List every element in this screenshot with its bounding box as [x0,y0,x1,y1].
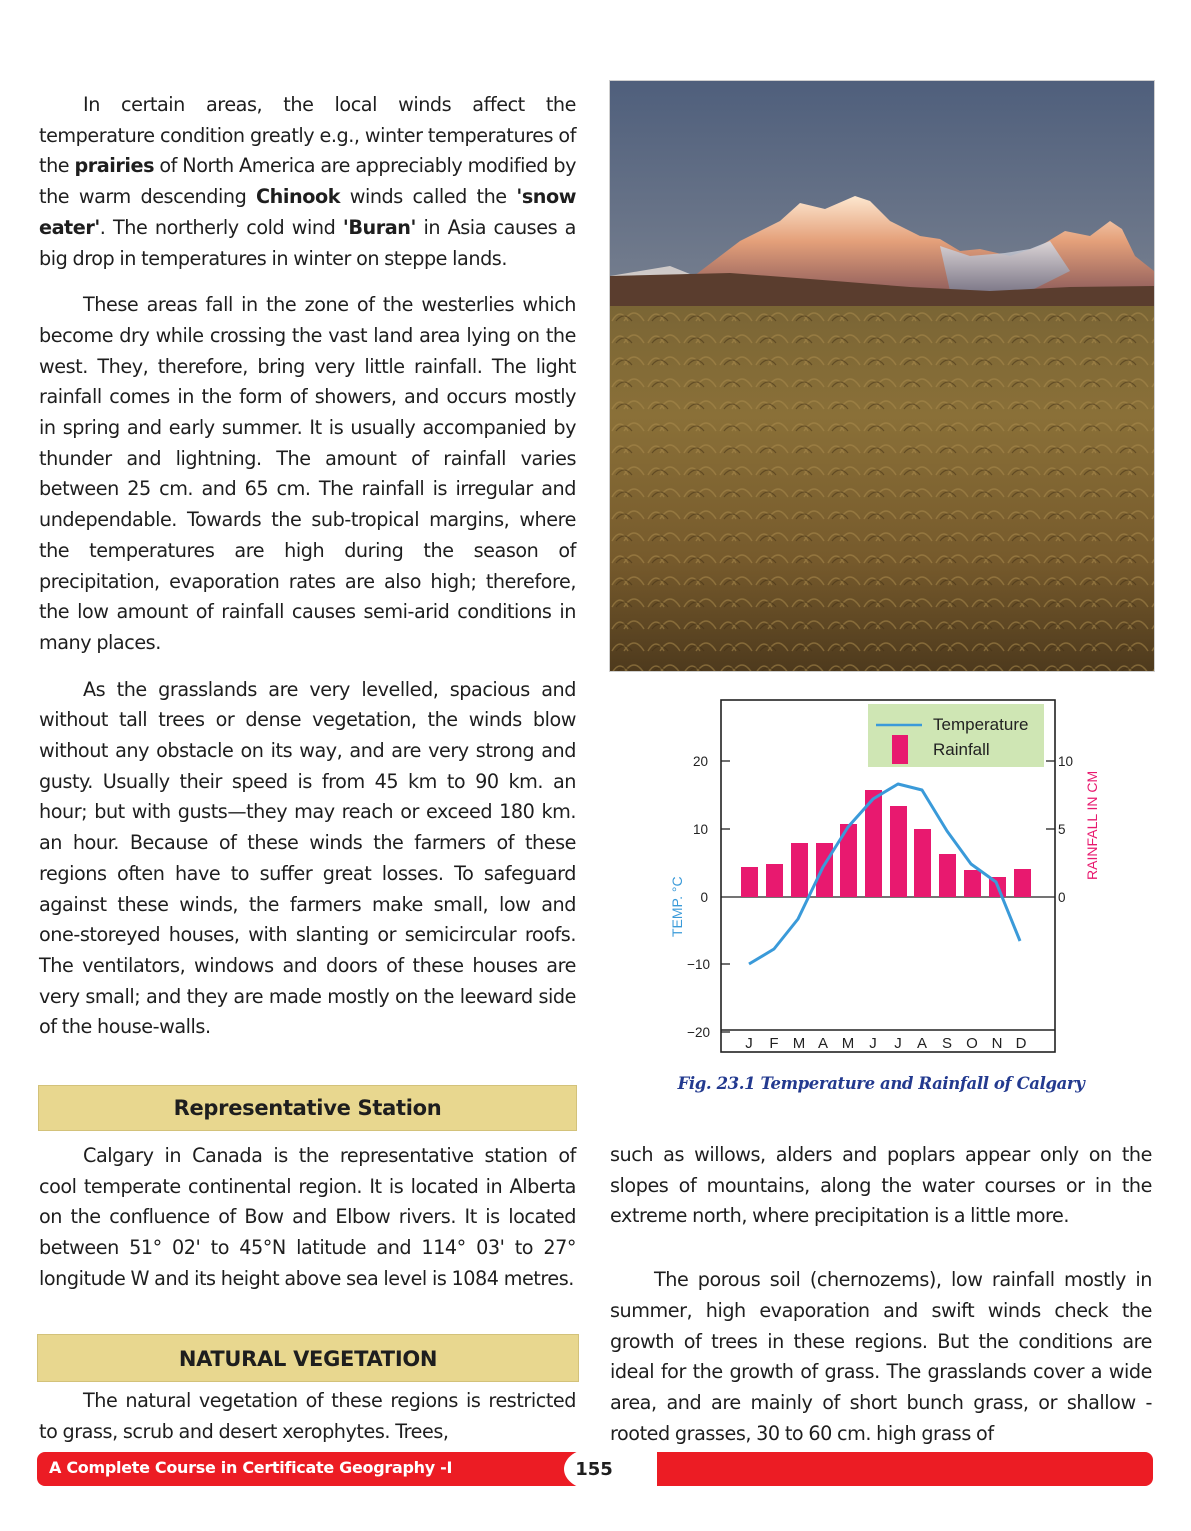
figure-caption: Fig. 23.1 Temperature and Rainfall of Calgary [677,1074,1085,1093]
month-labels [745,1035,1026,1052]
left-column [39,90,576,1043]
station-block [39,1141,576,1295]
vegetation-block [39,1386,576,1447]
svg-text:O: O [966,1035,978,1052]
paragraph-porous-soil: The porous soil (chernozems), low rainfall mostly in summer, high evaporation and swift winds check the growth of trees in these regions. But the conditions are ideal for the growth of grass. The grasslands cover a wide area, and are mainly of short bunch grass, or shallow - rooted grasses, 30 to 60 cm. high grass of [610,1268,1152,1445]
svg-text:F: F [769,1035,779,1052]
left-axis-ticks [687,754,710,1040]
section-heading-representative-station: Representative Station [38,1085,577,1131]
svg-text:S: S [941,1035,953,1052]
climate-chart [660,692,1120,1067]
left-axis-title: TEMP. °C [669,876,685,937]
right-axis-ticks [1058,754,1073,905]
svg-text:0: 0 [1058,890,1066,905]
svg-text:−20: −20 [687,1025,710,1040]
grassland-photo [609,80,1155,672]
svg-text:10: 10 [1058,754,1074,769]
paragraph-local-winds: In certain areas, the local winds affect the temperature condition greatly e.g., winter temperatures of the prairies of North America are appreciably modified by the warm descending Chinook winds called the 'snow eater'. The northerly cold wind 'Buran' in Asia causes a big drop in temperatures in winter on steppe lands. [39,93,577,270]
rainfall-bars [741,790,1031,897]
footer-bar-right [657,1452,1153,1486]
page-number: 155 [564,1448,624,1490]
temperature-rainfall-chart [660,692,1120,1067]
paragraph-westerlies: These areas fall in the zone of the westerlies which become dry while crossing the vast land area lying on the west. They, therefore, bring very little rainfall. The light rainfall comes in the form of showers, and occurs mostly in spring and early summer. It is usually accompanied by thunder and lightning. The amount of rainfall varies between 25 cm. and 65 cm. The rainfall is irregular and undependable. Towards the sub-tropical margins, where the temperatures are high during the season of precipitation, evaporation rates are also high; therefore, the low amount of rainfall causes semi-arid conditions in many places. [39,293,576,654]
paragraph-trees: such as willows, alders and poplars appear only on the slopes of mountains, along the water courses or in the extreme north, where precipitation is a little more. [610,1143,1152,1228]
svg-text:M: M [792,1035,806,1052]
grassland-landscape-image [610,81,1154,671]
book-title: A Complete Course in Certificate Geography -I [49,1458,453,1477]
svg-text:J: J [745,1035,753,1052]
section-heading-natural-vegetation: NATURAL VEGETATION [37,1334,579,1382]
svg-text:J: J [894,1035,902,1052]
svg-text:J: J [869,1035,877,1052]
svg-text:D: D [1015,1035,1027,1052]
svg-text:−10: −10 [687,957,710,972]
svg-text:M: M [841,1035,855,1052]
right-column-text [610,1140,1152,1449]
svg-text:A: A [916,1035,928,1052]
legend-rainfall-swatch [892,735,908,764]
footer-bar-left [37,1452,577,1486]
svg-text:0: 0 [700,890,708,905]
page-footer [37,1452,1153,1486]
legend-temperature-label: Temperature [933,715,1029,734]
svg-text:20: 20 [692,754,708,769]
paragraph-winds: As the grasslands are very levelled, spacious and without tall trees or dense vegetation, the winds blow without any obstacle on its way, and are very strong and gusty. Usually their speed is from 45 km to 90 km. an hour; but with gusts—they may reach or exceed 180 km. an hour. Because of these winds the farmers of these regions often have to suffer great losses. To safeguard against these winds, the farmers make small, low and one-storeyed houses, with slanting or semicircular roofs. The ventilators, windows and doors of these houses are very small; and they are made mostly on the leeward side of the house-walls. [39,677,576,1039]
svg-text:10: 10 [692,822,708,837]
paragraph-natural-vegetation: The natural vegetation of these regions is restricted to grass, scrub and desert xerophytes. Trees, [39,1389,576,1443]
legend-rainfall-label: Rainfall [933,740,990,759]
svg-text:5: 5 [1058,822,1066,837]
svg-text:N: N [991,1035,1003,1052]
right-axis-title: RAINFALL IN CM [1084,770,1100,880]
svg-text:A: A [817,1035,829,1052]
paragraph-calgary: Calgary in Canada is the representative station of cool temperate continental region. It is located in Alberta on the confluence of Bow and Elbow rivers. It is located between 51° 02' to 45°N latitude and 114° 03' to 27° longitude W and its height above sea level is 1084 metres. [39,1144,576,1290]
